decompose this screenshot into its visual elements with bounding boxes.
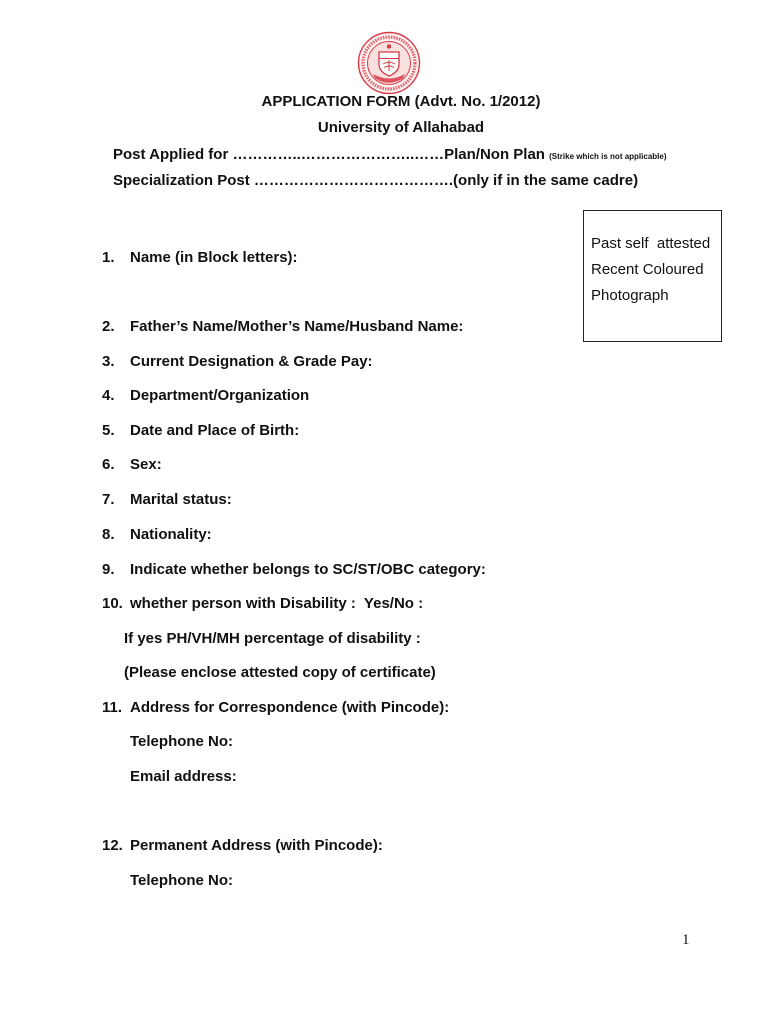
disability-certificate-note: (Please enclose attested copy of certificate) (124, 664, 436, 681)
field-marital-status (102, 491, 232, 509)
seal-crest (387, 44, 391, 48)
field-label: Department/Organization (130, 387, 310, 404)
field-label: Marital status: (130, 491, 232, 508)
field-number: 5. (102, 422, 115, 439)
field-number: 4. (102, 387, 115, 404)
field-number: 3. (102, 353, 115, 370)
field-number: 2. (102, 318, 115, 335)
field-designation (102, 353, 373, 371)
field-number: 7. (102, 491, 115, 508)
field-name (102, 249, 298, 267)
correspondence-email: Email address: (130, 768, 237, 785)
post-applied-text: Post Applied for …………..…………………..……Plan/Non Plan (113, 146, 550, 163)
field-label: Nationality: (130, 526, 212, 543)
university-seal-icon (357, 31, 421, 95)
field-number: 6. (102, 456, 115, 473)
field-disability (102, 595, 423, 613)
disability-percentage-line: If yes PH/VH/MH percentage of disability : (124, 630, 421, 647)
permanent-telephone: Telephone No: (130, 872, 234, 889)
field-number: 8. (102, 526, 115, 543)
field-sex (102, 456, 162, 474)
correspondence-telephone: Telephone No: (130, 733, 234, 750)
field-number: 12. (102, 837, 123, 854)
field-number: 1. (102, 249, 115, 266)
field-label: Current Designation & Grade Pay: (130, 353, 373, 370)
page-number: 1 (682, 932, 690, 948)
photograph-box (583, 210, 722, 342)
field-label: Date and Place of Birth: (130, 422, 300, 439)
field-number: 10. (102, 595, 123, 612)
photo-box-line: Past self attested (591, 235, 711, 252)
field-label: whether person with Disability : Yes/No : (130, 595, 424, 612)
field-number: 9. (102, 561, 115, 578)
field-parent-name (102, 318, 463, 336)
photo-box-line: Recent Coloured (591, 261, 704, 278)
post-applied-note: (Strike which is not applicable) (549, 152, 667, 161)
field-number: 11. (102, 699, 123, 716)
field-label: Permanent Address (with Pincode): (130, 837, 383, 854)
field-birth (102, 422, 299, 440)
field-nationality (102, 526, 212, 544)
university-name: University of Allahabad (317, 119, 485, 136)
post-applied-line (113, 146, 667, 166)
specialization-post-line: Specialization Post ………………………………….(only if in the same cadre) (113, 172, 639, 189)
field-label: Sex: (130, 456, 162, 473)
field-department (102, 387, 309, 405)
field-label: Address for Correspondence (with Pincode): (130, 699, 450, 716)
form-title: APPLICATION FORM (Advt. No. 1/2012) (261, 93, 541, 110)
field-correspondence-address (102, 699, 449, 717)
field-permanent-address (102, 837, 383, 855)
photo-box-line: Photograph (591, 287, 669, 304)
field-label: Father’s Name/Mother’s Name/Husband Name: (130, 318, 464, 335)
field-category (102, 561, 486, 579)
field-label: Indicate whether belongs to SC/ST/OBC category: (130, 561, 486, 578)
field-label: Name (in Block letters): (130, 249, 298, 266)
